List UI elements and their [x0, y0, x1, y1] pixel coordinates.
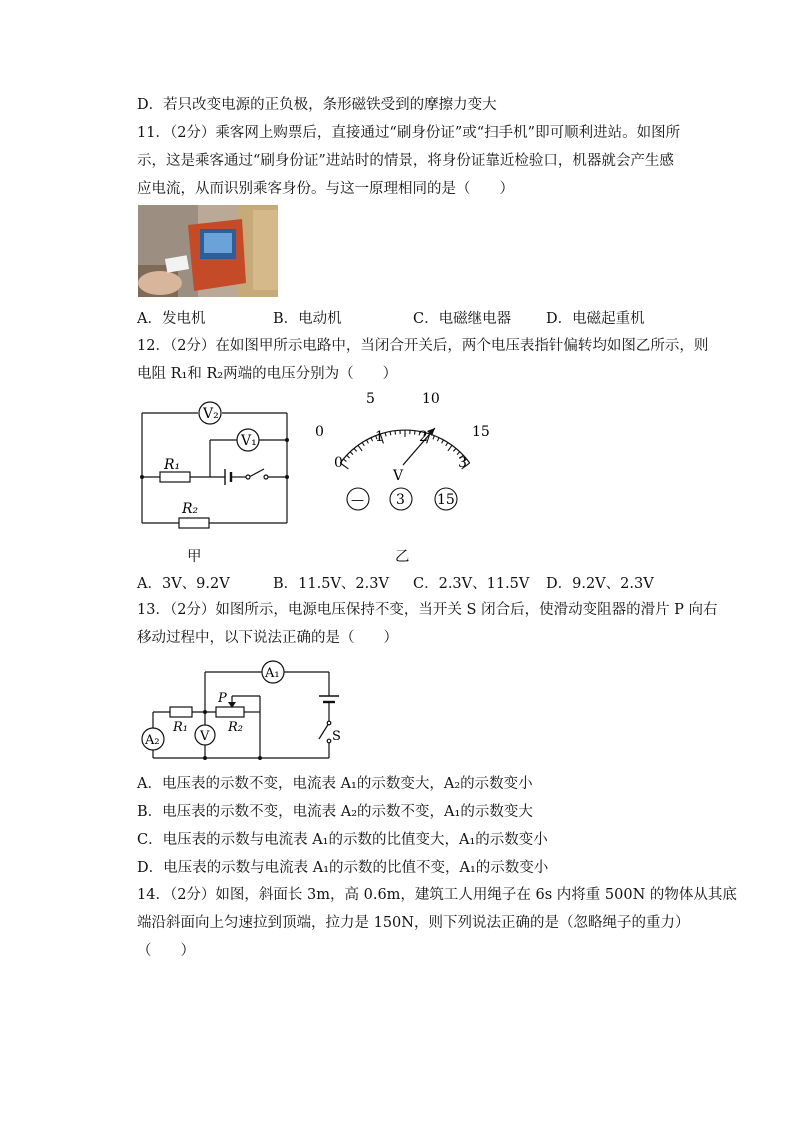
meter-upper-15: 15 [472, 424, 490, 440]
q10-option-d: D．若只改变电源的正负极，条形磁铁受到的摩擦力变大 [137, 97, 497, 113]
meter-upper-5: 5 [366, 391, 375, 407]
q12-stem-line2: 电阻 R₁和 R₂两端的电压分别为（ ） [137, 366, 398, 382]
q13-option-a: A．电压表的示数不变，电流表 A₁的示数变大，A₂的示数变小 [137, 776, 533, 792]
q12-voltmeter-dial [305, 385, 505, 515]
q11-option-a: A．发电机 [137, 311, 206, 327]
q14-stem-line2: 端沿斜面向上匀速拉到顶端，拉力是 150N，则下列说法正确的是（忽略绳子的重力） [137, 915, 690, 931]
q11-stem-line1: 11．（2分）乘客网上购票后，直接通过“刷身份证”或“扫手机”即可顺利进站。如图所 [137, 125, 681, 141]
meter-lower-3: 3 [458, 455, 467, 471]
q12-r2-label: R₂ [182, 501, 199, 517]
q14-stem-line3: （ ） [137, 943, 195, 959]
id-card-gate-photo [138, 205, 278, 297]
q12-stem-line1: 12．（2分）在如图甲所示电路中，当闭合开关后，两个电压表指针偏转均如图乙所示，则 [137, 338, 709, 354]
q13-option-c: C．电压表的示数与电流表 A₁的示数的比值变大，A₁的示数变小 [137, 832, 548, 848]
q11-option-b: B．电动机 [273, 311, 342, 327]
dial-tick [448, 445, 452, 451]
q12-option-c: C．2.3V、11.5V [413, 576, 530, 592]
q13-s-label: S [332, 729, 341, 744]
q13-p-label: P [218, 691, 227, 706]
meter-lower-2: 2 [419, 429, 428, 445]
q13-v-label: V [200, 729, 210, 744]
q12-option-a: A．3V、9.2V [137, 576, 230, 592]
q12-caption-jia: 甲 [187, 549, 202, 565]
q12-option-b: B．11.5V、2.3V [273, 576, 389, 592]
q11-stem-line3: 应电流，从而识别乘客身份。与这一原理相同的是（ ） [137, 181, 514, 197]
q11-option-d: D．电磁起重机 [546, 311, 645, 327]
terminal-3: 3 [396, 492, 405, 508]
dial-tick [354, 448, 357, 451]
meter-lower-0: 0 [334, 455, 343, 471]
q12-option-d: D．9.2V、2.3V [546, 576, 654, 592]
q13-a2-label: A₂ [145, 733, 160, 748]
dial-tick [453, 448, 456, 451]
q13-option-d: D．电压表的示数与电流表 A₁的示数的比值不变，A₁的示数变小 [137, 860, 549, 876]
meter-upper-0: 0 [315, 424, 324, 440]
q14-stem-line1: 14．（2分）如图，斜面长 3m，高 0.6m，建筑工人用绳子在 6s 内将重 500N 的物体从其底 [137, 887, 737, 903]
q13-stem-line1: 13．（2分）如图所示，电源电压保持不变，当开关 S 闭合后，使滑动变阻器的滑片 P 向右 [137, 602, 718, 618]
q13-a1-label: A₁ [265, 666, 280, 681]
dial-tick [358, 445, 362, 451]
q12-r1-label: R₁ [164, 457, 181, 473]
q13-circuit-diagram [138, 655, 358, 765]
q11-stem-line2: 示，这是乘客通过“刷身份证”进站时的情景，将身份证靠近检验口，机器就会产生感 [137, 153, 674, 169]
terminal-15: 15 [437, 492, 455, 508]
meter-upper-10: 10 [422, 391, 440, 407]
q12-v2-label: V₂ [203, 406, 219, 422]
q12-v1-label: V₁ [241, 433, 257, 449]
meter-lower-1: 1 [375, 429, 384, 445]
q13-stem-line2: 移动过程中，以下说法正确的是（ ） [137, 630, 398, 646]
q11-option-c: C．电磁继电器 [413, 311, 512, 327]
q13-r2-label: R₂ [228, 720, 243, 735]
terminal-negative: — [351, 493, 364, 508]
q13-option-b: B．电压表的示数不变，电流表 A₂的示数不变，A₁的示数变大 [137, 804, 533, 820]
q13-r1-label: R₁ [173, 720, 188, 735]
q12-circuit-diagram [132, 395, 302, 535]
meter-unit-v: V [393, 468, 404, 484]
q12-caption-yi: 乙 [395, 549, 410, 565]
